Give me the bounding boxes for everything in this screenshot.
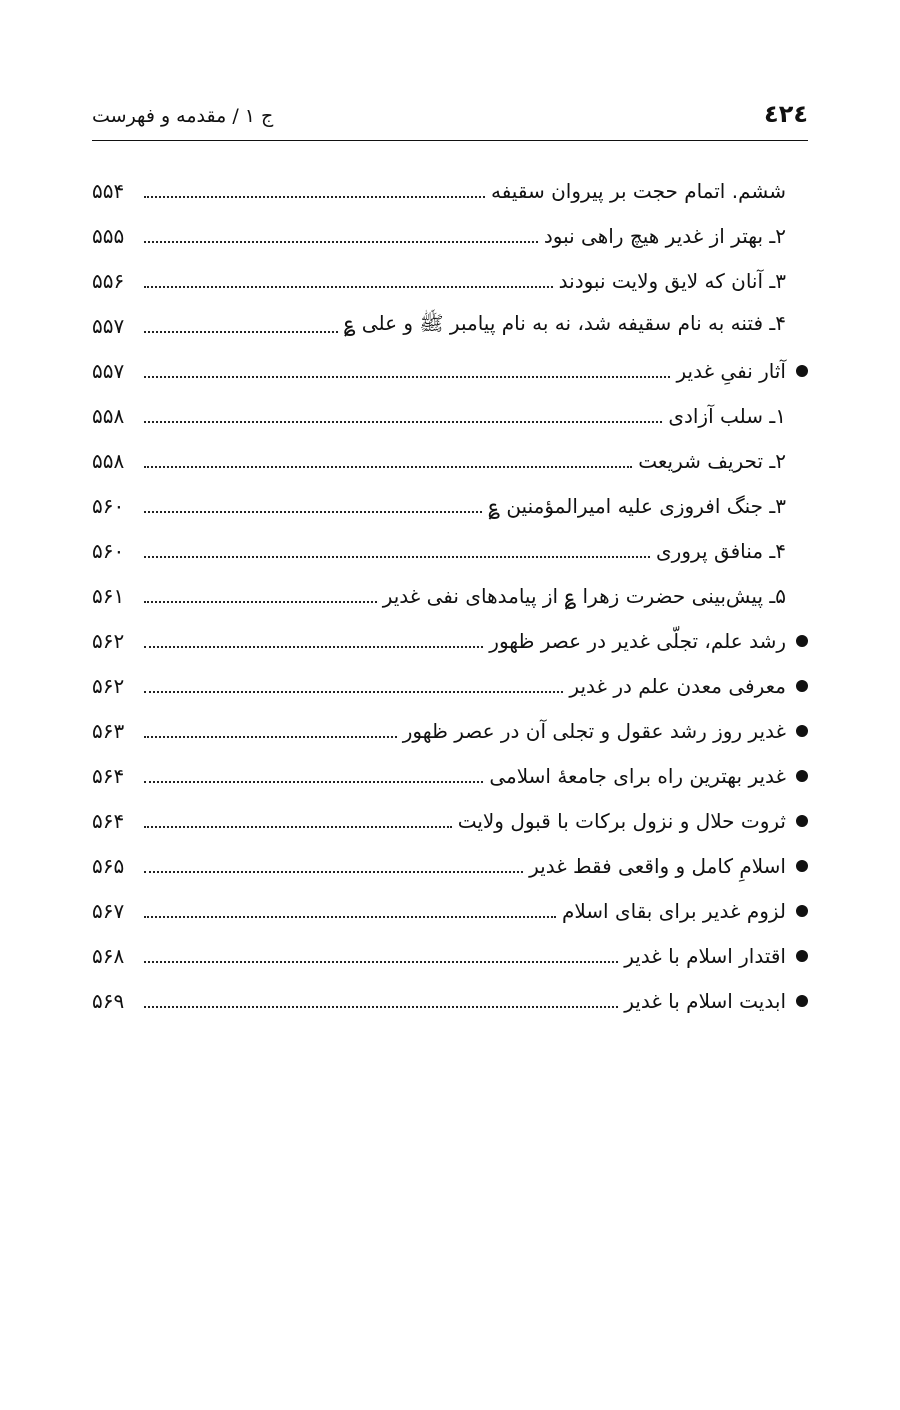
toc-entry-title: ۲ـ بهتر از غدیر هیچ راهی نبود bbox=[543, 223, 786, 248]
toc-entry-title: ثروت حلال و نزول برکات با قبول ولایت bbox=[457, 808, 786, 833]
toc-entry[interactable] bbox=[92, 708, 808, 753]
toc-entry-page: ۵۵۷ bbox=[92, 313, 125, 338]
toc-entry-page: ۵۶۷ bbox=[92, 898, 125, 923]
toc-entry-title: ۱ـ سلب آزادی bbox=[668, 403, 786, 428]
toc-entry-title: ششم. اتمام حجت بر پیروان سقیفه bbox=[490, 178, 786, 203]
toc-entry[interactable] bbox=[92, 753, 808, 798]
toc-entry-page: ۵۶۲ bbox=[92, 673, 125, 698]
toc-entry[interactable] bbox=[92, 573, 808, 618]
page-header bbox=[92, 90, 808, 141]
toc-entry[interactable] bbox=[92, 213, 808, 258]
toc-entry-page: ۵۵۵ bbox=[92, 223, 125, 248]
bullet-icon bbox=[796, 680, 808, 692]
toc-entry-page: ۵۶۲ bbox=[92, 628, 125, 653]
dot-leader bbox=[144, 466, 632, 468]
bullet-icon bbox=[796, 725, 808, 737]
toc-entry-title: ۲ـ تحریف شریعت bbox=[638, 448, 786, 473]
dot-leader bbox=[144, 421, 662, 423]
toc-entry-title: رشد علم، تجلّی غدیر در عصر ظهور bbox=[489, 628, 786, 653]
dot-leader bbox=[144, 1006, 618, 1008]
toc-entry[interactable] bbox=[92, 663, 808, 708]
toc-entry[interactable] bbox=[92, 258, 808, 303]
toc-entry-title: ۴ـ فتنه به نام سقیفه شد، نه به نام پیامبر ﷺ و علی ؏ bbox=[343, 311, 786, 335]
dot-leader bbox=[144, 646, 483, 648]
dot-leader bbox=[144, 781, 483, 783]
bullet-icon bbox=[796, 860, 808, 872]
toc-entry-title: ۳ـ جنگ افروزی علیه امیرالمؤمنین ؏ bbox=[488, 493, 786, 518]
bullet-icon bbox=[796, 995, 808, 1007]
toc-entry-page: ۵۶۰ bbox=[92, 493, 125, 518]
toc-entry[interactable] bbox=[92, 303, 808, 348]
toc-entry-page: ۵۵۸ bbox=[92, 448, 125, 473]
toc-entry-title: ابدیت اسلام با غدیر bbox=[624, 988, 786, 1013]
toc-entry-page: ۵۶۴ bbox=[92, 763, 125, 788]
dot-leader bbox=[144, 826, 452, 828]
toc-entry[interactable] bbox=[92, 843, 808, 888]
toc-entry-title: آثار نفیِ غدیر bbox=[676, 358, 786, 383]
dot-leader bbox=[144, 556, 650, 558]
dot-leader bbox=[144, 961, 618, 963]
running-title: ج ۱ / مقدمه و فهرست bbox=[92, 105, 274, 127]
toc-entry-page: ۵۶۸ bbox=[92, 943, 125, 968]
bullet-icon bbox=[796, 905, 808, 917]
toc-entry-page: ۵۶۵ bbox=[92, 853, 125, 878]
toc-entry-title: غدیر روز رشد عقول و تجلی آن در عصر ظهور bbox=[402, 718, 786, 743]
dot-leader bbox=[144, 241, 538, 243]
bullet-icon bbox=[796, 635, 808, 647]
toc-entry-title: غدیر بهترین راه برای جامعهٔ اسلامی bbox=[489, 763, 786, 788]
dot-leader bbox=[144, 871, 523, 873]
toc-entry-page: ۵۶۳ bbox=[92, 718, 125, 743]
toc-entry[interactable] bbox=[92, 168, 808, 213]
toc-entry-title: لزوم غدیر برای بقای اسلام bbox=[561, 898, 786, 923]
toc-entry-page: ۵۵۸ bbox=[92, 403, 125, 428]
toc-entry-title: معرفی معدن علم در غدیر bbox=[569, 673, 786, 698]
toc-entry-page: ۵۶۱ bbox=[92, 583, 125, 608]
toc-entry[interactable] bbox=[92, 933, 808, 978]
toc-entry-title: اقتدار اسلام با غدیر bbox=[624, 943, 786, 968]
table-of-contents bbox=[92, 168, 808, 1023]
dot-leader bbox=[144, 916, 556, 918]
dot-leader bbox=[144, 691, 563, 693]
page-number: ٤٢٤ bbox=[764, 100, 808, 128]
toc-entry-page: ۵۵۴ bbox=[92, 178, 125, 203]
toc-entry[interactable] bbox=[92, 798, 808, 843]
toc-entry-page: ۵۶۹ bbox=[92, 988, 125, 1013]
bullet-icon bbox=[796, 950, 808, 962]
bullet-icon bbox=[796, 770, 808, 782]
dot-leader bbox=[144, 331, 338, 333]
toc-entry[interactable] bbox=[92, 483, 808, 528]
toc-entry-page: ۵۶۴ bbox=[92, 808, 125, 833]
toc-entry[interactable] bbox=[92, 348, 808, 393]
toc-entry-page: ۵۵۶ bbox=[92, 268, 125, 293]
toc-entry-page: ۵۶۰ bbox=[92, 538, 125, 563]
toc-entry-page: ۵۵۷ bbox=[92, 358, 125, 383]
toc-entry[interactable] bbox=[92, 978, 808, 1023]
toc-entry-title: ۳ـ آنان که لایق ولایت نبودند bbox=[558, 268, 786, 293]
bullet-icon bbox=[796, 815, 808, 827]
dot-leader bbox=[144, 736, 397, 738]
book-page bbox=[92, 90, 808, 1023]
dot-leader bbox=[144, 376, 670, 378]
dot-leader bbox=[144, 511, 482, 513]
toc-entry[interactable] bbox=[92, 393, 808, 438]
dot-leader bbox=[144, 601, 377, 603]
toc-entry-title: ۴ـ منافق پروری bbox=[656, 538, 786, 563]
toc-entry[interactable] bbox=[92, 618, 808, 663]
toc-entry[interactable] bbox=[92, 888, 808, 933]
dot-leader bbox=[144, 196, 485, 198]
bullet-icon bbox=[796, 365, 808, 377]
toc-entry-title: اسلامِ کامل و واقعی فقط غدیر bbox=[529, 853, 786, 878]
dot-leader bbox=[144, 286, 553, 288]
toc-entry[interactable] bbox=[92, 438, 808, 483]
toc-entry-title: ۵ـ پیش‌بینی حضرت زهرا ؏ از پیامدهای نفی غدیر bbox=[382, 583, 786, 608]
toc-entry[interactable] bbox=[92, 528, 808, 573]
